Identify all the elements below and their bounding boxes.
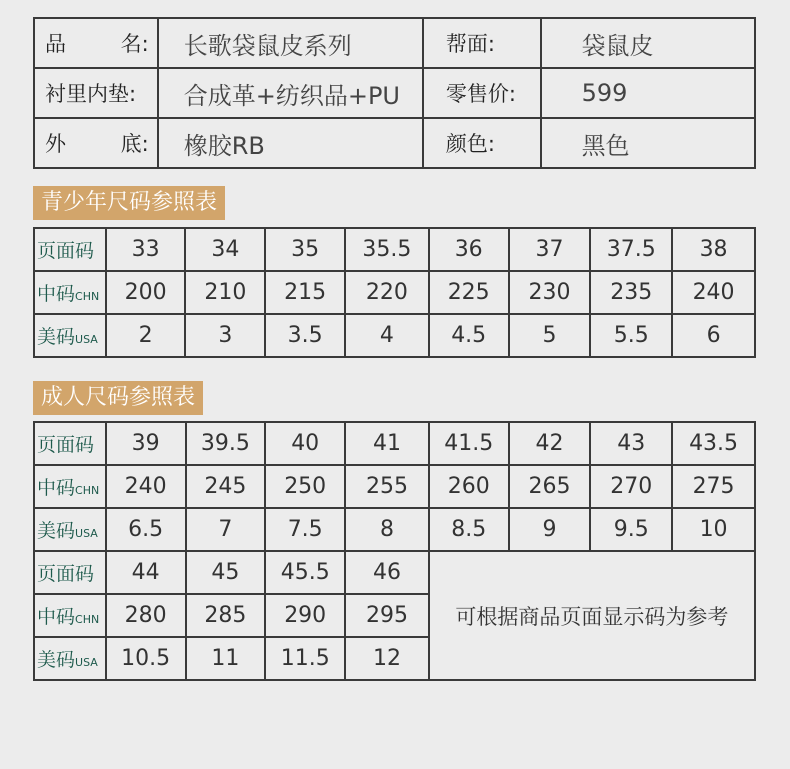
size-cell: 36 <box>429 228 509 271</box>
size-cell: 33 <box>106 228 186 271</box>
size-cell: 7.5 <box>265 508 345 551</box>
label-text: 美码 <box>37 520 76 542</box>
label-unit: USA <box>75 527 98 540</box>
row-label-page: 页面码 <box>34 228 106 271</box>
label-unit: USA <box>75 333 98 346</box>
label-unit: CHN <box>75 290 100 303</box>
size-cell: 40 <box>265 422 345 465</box>
row-label-cn <box>34 594 106 637</box>
size-cell: 245 <box>186 465 266 508</box>
info-value-upper: 袋鼠皮 <box>541 18 755 68</box>
info-row-lining <box>34 68 755 118</box>
label-unit: CHN <box>75 613 100 626</box>
size-cell: 9.5 <box>590 508 672 551</box>
info-value-price: 599 <box>541 68 755 118</box>
size-cell: 240 <box>106 465 186 508</box>
label-text: 中码 <box>37 477 76 499</box>
size-cell: 210 <box>185 271 265 314</box>
row-label-cn <box>34 271 106 314</box>
size-cell: 2 <box>106 314 186 357</box>
info-key-part: 衬里内垫: <box>45 82 137 106</box>
adult-row-page <box>34 422 755 465</box>
youth-section-title: 青少年尺码参照表 <box>33 186 225 220</box>
size-cell: 250 <box>265 465 345 508</box>
info-row-sole <box>34 118 755 168</box>
youth-row-cn <box>34 271 755 314</box>
info-key-price: 零售价: <box>423 68 541 118</box>
size-cell: 3 <box>185 314 265 357</box>
info-key-sole <box>34 118 158 168</box>
label-unit: USA <box>75 656 98 669</box>
size-cell: 4.5 <box>429 314 509 357</box>
size-cell: 6 <box>672 314 755 357</box>
row-label-page: 页面码 <box>34 422 106 465</box>
size-cell: 35 <box>265 228 345 271</box>
size-cell: 5 <box>509 314 591 357</box>
youth-row-us <box>34 314 755 357</box>
size-cell: 225 <box>429 271 509 314</box>
adult-section-title: 成人尺码参照表 <box>33 381 203 415</box>
label-text: 中码 <box>37 606 76 628</box>
size-cell: 9 <box>509 508 591 551</box>
size-cell: 11 <box>186 637 266 680</box>
size-cell: 8.5 <box>429 508 509 551</box>
info-key-name <box>34 18 158 68</box>
info-key-part: 名: <box>120 32 149 56</box>
size-cell: 41 <box>345 422 429 465</box>
row-label-us <box>34 508 106 551</box>
row-label-us <box>34 314 106 357</box>
size-cell: 270 <box>590 465 672 508</box>
size-cell: 10 <box>672 508 755 551</box>
label-unit: CHN <box>75 484 100 497</box>
info-key-part: 外 <box>45 132 66 156</box>
size-cell: 11.5 <box>265 637 345 680</box>
size-cell: 290 <box>265 594 345 637</box>
size-cell: 46 <box>345 551 429 594</box>
size-cell: 200 <box>106 271 186 314</box>
size-cell: 8 <box>345 508 429 551</box>
size-cell: 280 <box>106 594 186 637</box>
size-cell: 42 <box>509 422 591 465</box>
product-info-table <box>33 17 756 169</box>
size-cell: 37.5 <box>590 228 672 271</box>
label-text: 美码 <box>37 649 76 671</box>
size-cell: 275 <box>672 465 755 508</box>
size-cell: 39 <box>106 422 186 465</box>
adult-row-cn <box>34 465 755 508</box>
size-cell: 45 <box>186 551 266 594</box>
adult-size-table <box>33 421 756 681</box>
size-cell: 38 <box>672 228 755 271</box>
youth-size-table <box>33 227 756 358</box>
info-key-lining <box>34 68 158 118</box>
size-cell: 34 <box>185 228 265 271</box>
info-row-name <box>34 18 755 68</box>
size-cell: 37 <box>509 228 591 271</box>
info-key-color: 颜色: <box>423 118 541 168</box>
size-note: 可根据商品页面显示码为参考 <box>429 551 755 680</box>
info-value-sole: 橡胶RB <box>158 118 423 168</box>
size-cell: 3.5 <box>265 314 345 357</box>
label-text: 中码 <box>37 283 76 305</box>
size-cell: 10.5 <box>106 637 186 680</box>
size-cell: 5.5 <box>590 314 672 357</box>
size-cell: 44 <box>106 551 186 594</box>
size-cell: 4 <box>345 314 429 357</box>
size-cell: 43.5 <box>672 422 755 465</box>
size-cell: 235 <box>590 271 672 314</box>
size-cell: 260 <box>429 465 509 508</box>
size-cell: 220 <box>345 271 429 314</box>
size-cell: 6.5 <box>106 508 186 551</box>
size-cell: 240 <box>672 271 755 314</box>
row-label-us <box>34 637 106 680</box>
size-cell: 35.5 <box>345 228 429 271</box>
row-label-cn <box>34 465 106 508</box>
adult-row-page-2 <box>34 551 755 594</box>
adult-row-us <box>34 508 755 551</box>
size-cell: 43 <box>590 422 672 465</box>
size-cell: 39.5 <box>186 422 266 465</box>
size-cell: 230 <box>509 271 591 314</box>
info-key-part: 底: <box>120 132 149 156</box>
size-cell: 265 <box>509 465 591 508</box>
info-value-name: 长歌袋鼠皮系列 <box>158 18 423 68</box>
size-cell: 295 <box>345 594 429 637</box>
info-value-color: 黑色 <box>541 118 755 168</box>
size-cell: 255 <box>345 465 429 508</box>
info-key-part: 品 <box>45 32 66 56</box>
size-cell: 7 <box>186 508 266 551</box>
row-label-page: 页面码 <box>34 551 106 594</box>
info-value-lining: 合成革+纺织品+PU <box>158 68 423 118</box>
size-cell: 215 <box>265 271 345 314</box>
size-cell: 285 <box>186 594 266 637</box>
info-key-upper: 帮面: <box>423 18 541 68</box>
size-cell: 45.5 <box>265 551 345 594</box>
size-cell: 12 <box>345 637 429 680</box>
youth-row-page <box>34 228 755 271</box>
label-text: 美码 <box>37 326 76 348</box>
size-cell: 41.5 <box>429 422 509 465</box>
